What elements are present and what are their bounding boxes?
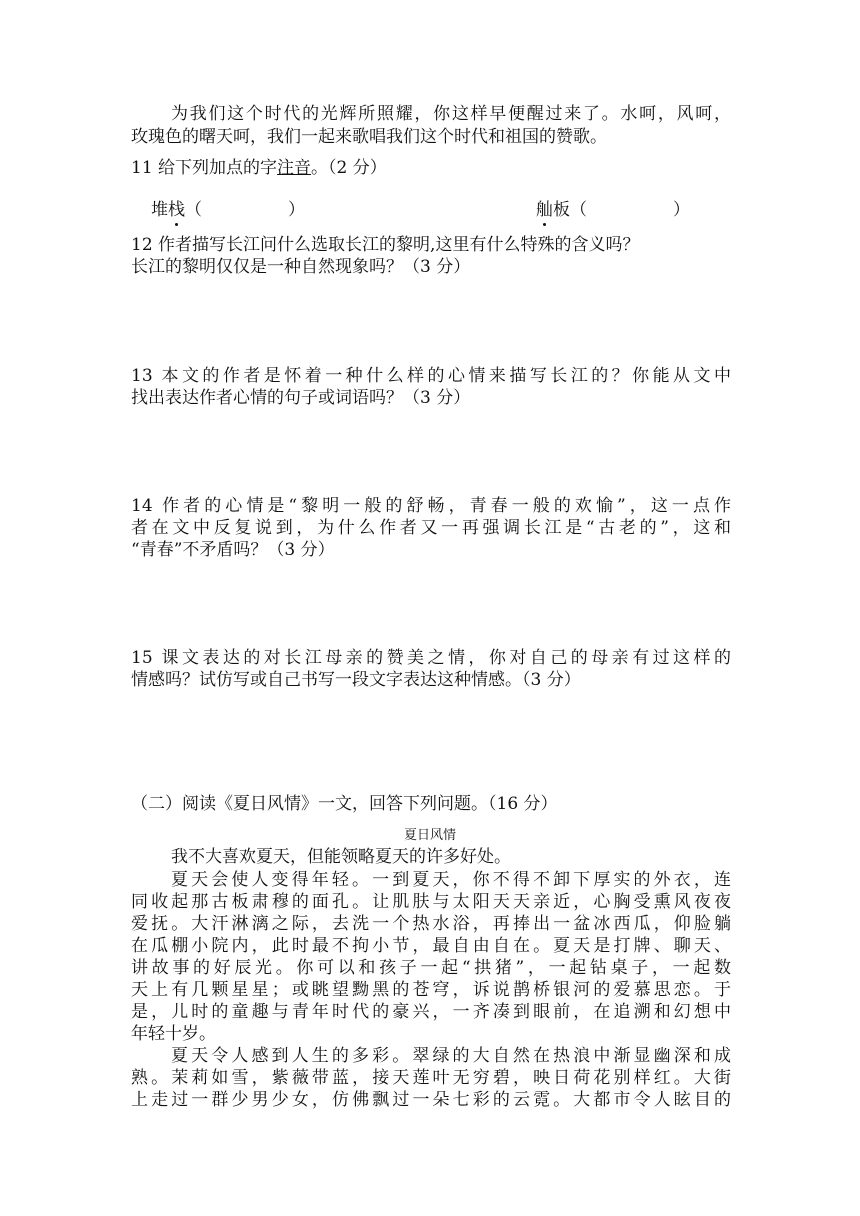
question-13-line-1: 13 本文的作者是怀着一种什么样的心情来描写长江的？你能从文中 [131,366,731,386]
top-paragraph-line-1: 为我们这个时代的光辉所照耀，你这样早便醒过来了。水呵，风呵， [171,104,731,124]
question-15-line-2: 情感吗？试仿写或自己书写一段文字表达这种情感。（3 分） [131,670,581,690]
article-paragraph-2-line: 年轻十岁。 [131,1024,216,1044]
section-2-heading: （二）阅读《夏日风情》一文，回答下列问题。（16 分） [131,794,558,814]
q11-item1 [151,200,305,220]
q11-item1-paren-open: （ [185,200,202,220]
question-14-line-1: 14 作者的心情是“黎明一般的舒畅，青春一般的欢愉”，这一点作 [131,496,731,516]
question-13-line-2: 找出表达作者心情的句子或词语吗？（3 分） [131,388,471,408]
q11-item2 [536,200,690,221]
article-paragraph-3-line: 夏天令人感到人生的多彩。翠绿的大自然在热浪中渐显幽深和成 [171,1046,731,1066]
question-14-line-3: “青春”不矛盾吗？（3 分） [131,540,335,560]
q11-item2-paren-open: （ [570,200,587,220]
q11-item1-dotted-char: 栈 [168,200,185,220]
article-paragraph-3-line: 上走过一群少男少女，仿佛飘过一朵七彩的云霓。大都市令人眩目的 [131,1090,731,1110]
article-paragraph-2-line: 天上有几颗星星；或眺望黝黑的苍穹，诉说鹊桥银河的爱慕思恋。于 [131,980,731,1000]
question-12-line-1: 12 作者描写长江问什么选取长江的黎明,这里有什么特殊的含义吗？ [131,235,640,255]
question-11-underlined: 注音 [277,158,312,178]
article-paragraph-2-line: 在瓜棚小院内，此时最不拘小节，最自由自在。夏天是打牌、聊天、 [131,936,731,956]
article-paragraph-3-line: 熟。茉莉如雪，紫薇带蓝，接天莲叶无穷碧，映日荷花别样红。大街 [131,1068,731,1088]
question-11-suffix: 。（2 分） [311,158,387,178]
question-15-line-1: 15 课文表达的对长江母亲的赞美之情，你对自己的母亲有过这样的 [131,648,731,668]
question-11 [131,158,731,179]
article-paragraph-2-line: 夏天会使人变得年轻。一到夏天，你不得不卸下厚实的外衣，连 [171,870,731,890]
question-12-line-2: 长江的黎明仅仅是一种自然现象吗？（3 分） [131,257,471,277]
q11-item2-char: 板 [553,200,570,220]
q11-item2-paren-close: ） [673,200,690,220]
article-paragraph-2-line: 讲故事的好辰光。你可以和孩子一起“拱猪”，一起钻桌子，一起数 [131,958,731,978]
top-paragraph-line-2: 玫瑰色的曙天呵，我们一起来歌唱我们这个时代和祖国的赞歌。 [131,127,607,147]
article-title: 夏日风情 [403,828,456,843]
q11-item2-dotted-char: 舢 [536,200,553,220]
article-paragraph-1: 我不大喜欢夏天，但能领略夏天的许多好处。 [171,847,511,867]
question-11-items [151,200,711,221]
article-paragraph-2-line: 爱抚。大汗淋漓之际，去洗一个热水浴，再捧出一盆冰西瓜，仰脸躺 [131,914,731,934]
question-14-line-2: 者在文中反复说到，为什么作者又一再强调长江是“古老的”，这和 [131,518,731,538]
article-paragraph-2-line: 是，儿时的童趣与青年时代的豪兴，一齐凑到眼前，在追溯和幻想中 [131,1002,731,1022]
q11-item1-paren-close: ） [288,200,305,220]
article-paragraph-2-line: 同收起那古板肃穆的面孔。让肌肤与太阳天天亲近，心胸受熏风夜夜 [131,892,731,912]
q11-item1-char: 堆 [151,200,168,220]
question-11-prefix: 11 给下列加点的字 [131,158,278,178]
